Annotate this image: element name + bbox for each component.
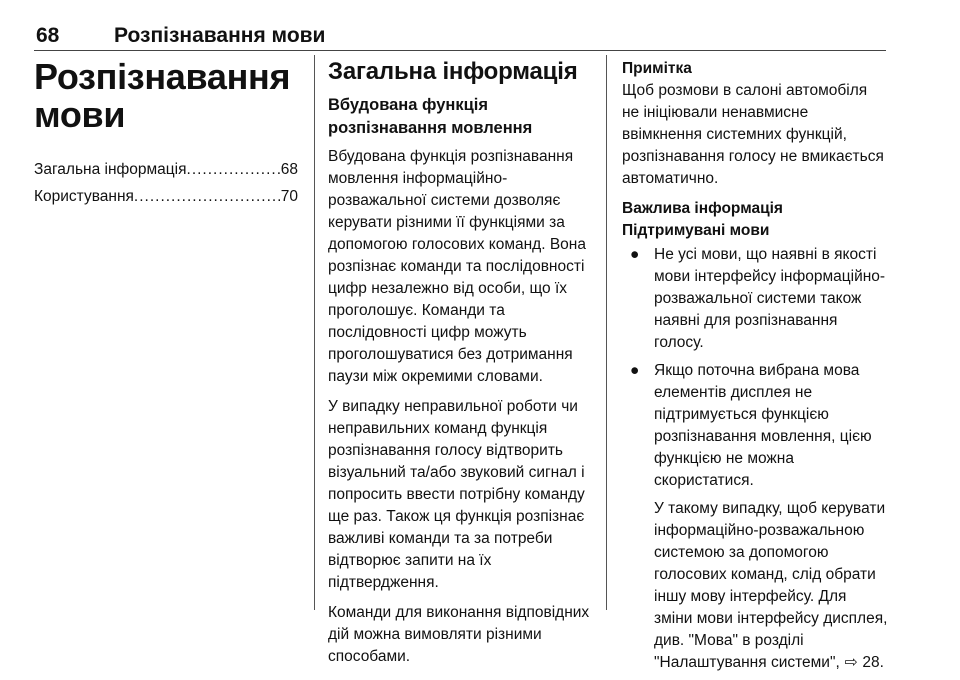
- languages-list: [622, 244, 888, 674]
- toc-entry-label: Користування: [34, 188, 134, 205]
- toc-entry-page: 68: [280, 161, 298, 178]
- toc-leader: [187, 156, 281, 183]
- toc-entry-label: Загальна інформація: [34, 161, 187, 178]
- body-paragraph: Вбудована функція розпізнавання мовлення інформаційно-розважальної системи дозволяє керувати різними її функціями за допомогою голосових команд. Вона розпізнає команди та послідовності цифр незалежно від особи, що їх проголошує. Команди та послідовності цифр можуть проголошуватися без дотримання паузи між окремими словами.: [328, 148, 586, 385]
- list-item: [622, 360, 888, 674]
- bullet-icon: ●: [630, 362, 640, 379]
- list-item-text: Не усі мови, що наявні в якості мови інтерфейсу інформаційно-розважальної системи також наявні для розпізнавання голосу.: [654, 246, 886, 351]
- subsection-title: Вбудована функція розпізнавання мовлення: [328, 96, 533, 137]
- continuation-text: У такому випадку, щоб керувати інформаційно-розважальною системою за допомогою голосових команд, слід обрати іншу мову інтерфейсу. Для зміни мови інтерфейсу дисплея, див. "Мова" в розділі "Налаштування системи",: [654, 500, 888, 671]
- reference-page[interactable]: 28.: [862, 654, 884, 671]
- header-rule: [34, 50, 886, 51]
- toc-entry-page: 70: [280, 188, 298, 205]
- important-heading: Важлива інформація: [622, 200, 783, 217]
- chapter-title: Розпізнавання мови: [34, 56, 291, 135]
- note-label: Примітка: [622, 60, 692, 77]
- table-of-contents: [34, 156, 298, 210]
- section-title: Загальна інформація: [328, 58, 578, 85]
- toc-entry-general[interactable]: [34, 156, 298, 183]
- column-divider-1: [314, 55, 315, 610]
- column-divider-2: [606, 55, 607, 610]
- page-header: [36, 24, 886, 50]
- bullet-icon: ●: [630, 246, 640, 263]
- list-item-text: Якщо поточна вибрана мова елементів дисплея не підтримується функцією розпізнавання мовлення, цією функцією не можна скористатися.: [654, 362, 872, 489]
- column-2: [328, 58, 590, 676]
- running-title: Розпізнавання мови: [114, 24, 326, 47]
- reference-arrow-icon[interactable]: ⇨: [844, 654, 858, 671]
- toc-leader: [134, 183, 281, 210]
- column-3: [622, 58, 888, 680]
- body-paragraph: Команди для виконання відповідних дій можна вимовляти різними способами.: [328, 604, 590, 665]
- languages-heading: Підтримувані мови: [622, 222, 770, 239]
- note-text: Щоб розмови в салоні автомобіля не ініціювали ненавмисне ввімкнення системних функцій, розпізнавання голосу не вмикається автоматично.: [622, 82, 884, 187]
- body-paragraph: У випадку неправильної роботи чи неправильних команд функція розпізнавання голосу відтворить візуальний та/або звуковий сигнал і попросить ввести потрібну команду ще раз. Також ця функція розпізнає важливі команди та за потреби відтворює запити на їх підтвердження.: [328, 398, 585, 591]
- list-item: [622, 244, 888, 354]
- list-item-continuation: [654, 498, 888, 674]
- column-1: [34, 58, 298, 210]
- toc-entry-usage[interactable]: [34, 183, 298, 210]
- page-number: 68: [36, 24, 60, 47]
